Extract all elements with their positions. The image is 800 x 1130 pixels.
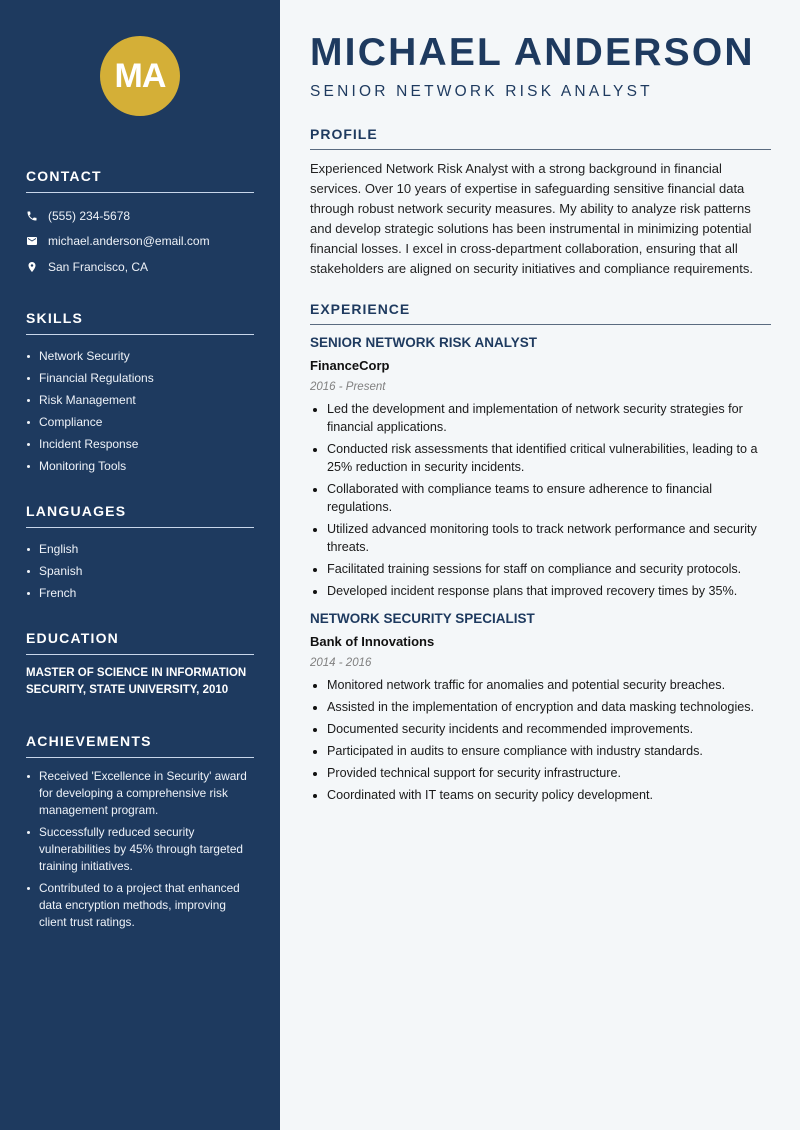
job-bullet: Assisted in the implementation of encryption and data masking technologies. — [310, 698, 771, 716]
location-pin-icon — [26, 261, 48, 273]
contact-heading: CONTACT — [26, 168, 254, 193]
achievements-heading: ACHIEVEMENTS — [26, 733, 254, 758]
skill-item: Compliance — [26, 411, 254, 433]
language-item: English — [26, 538, 254, 560]
education-section — [26, 630, 254, 699]
skill-item: Financial Regulations — [26, 367, 254, 389]
avatar-container — [26, 0, 254, 116]
job-bullet: Provided technical support for security infrastructure. — [310, 764, 771, 782]
languages-heading: LANGUAGES — [26, 503, 254, 528]
job-entry — [310, 334, 771, 600]
language-item: French — [26, 582, 254, 604]
location-value: San Francisco, CA — [48, 259, 149, 274]
job-bullet: Coordinated with IT teams on security policy development. — [310, 786, 771, 804]
job-entry — [310, 610, 771, 804]
language-item: Spanish — [26, 560, 254, 582]
job-bullets — [310, 400, 771, 600]
job-bullet: Documented security incidents and recommended improvements. — [310, 720, 771, 738]
skill-item: Monitoring Tools — [26, 455, 254, 477]
skill-item: Incident Response — [26, 433, 254, 455]
company-name: FinanceCorp — [310, 358, 390, 373]
education-heading: EDUCATION — [26, 630, 254, 655]
profile-section — [310, 126, 771, 279]
candidate-title: SENIOR NETWORK RISK ANALYST — [310, 83, 653, 100]
profile-summary: Experienced Network Risk Analyst with a strong background in financial services. Over 10 years of expertise in safeguarding sensitive financial data through robust network security measures. My ability to analyze risk patterns and develop strategic solutions has been instrumental in minimizing potential financial losses. I excel in cross-department collaboration, ensuring that all stakeholders are aligned on security initiatives and compliance requirements. — [310, 161, 753, 276]
achievement-item: Received 'Excellence in Security' award for developing a comprehensive risk management program. — [26, 768, 254, 819]
skills-heading: SKILLS — [26, 310, 254, 335]
job-dates: 2014 - 2016 — [310, 657, 372, 669]
job-bullet: Monitored network traffic for anomalies and potential security breaches. — [310, 676, 771, 694]
job-bullet: Facilitated training sessions for staff on compliance and security protocols. — [310, 560, 771, 578]
job-title: SENIOR NETWORK RISK ANALYST — [310, 335, 538, 350]
education-degree: MASTER OF SCIENCE IN INFORMATION SECURITY, STATE UNIVERSITY, 2010 — [26, 666, 247, 696]
phone-icon — [26, 210, 48, 222]
skill-item: Network Security — [26, 345, 254, 367]
candidate-name: MICHAEL ANDERSON — [310, 31, 755, 74]
job-bullet: Conducted risk assessments that identified critical vulnerabilities, leading to a 25% reduction in security incidents. — [310, 440, 771, 476]
contact-phone — [26, 203, 254, 229]
phone-value: (555) 234-5678 — [48, 208, 131, 223]
skills-list — [26, 345, 254, 477]
profile-heading: PROFILE — [310, 126, 771, 150]
email-value[interactable]: michael.anderson@email.com — [48, 234, 210, 249]
job-bullet: Utilized advanced monitoring tools to track network performance and security threats. — [310, 520, 771, 556]
job-bullets — [310, 676, 771, 804]
achievement-item: Successfully reduced security vulnerabilities by 45% through targeted training initiatives. — [26, 824, 254, 875]
avatar: MA — [100, 36, 180, 116]
job-bullet: Developed incident response plans that improved recovery times by 35%. — [310, 582, 771, 600]
achievements-list — [26, 768, 254, 931]
contact-location — [26, 254, 254, 280]
experience-section — [310, 301, 771, 804]
job-dates: 2016 - Present — [310, 381, 386, 393]
achievement-item: Contributed to a project that enhanced data encryption methods, improving client trust ratings. — [26, 880, 254, 931]
languages-list — [26, 538, 254, 604]
job-bullet: Led the development and implementation of network security strategies for financial applications. — [310, 400, 771, 436]
contact-email — [26, 229, 254, 255]
main-content — [280, 0, 800, 1130]
job-bullet: Collaborated with compliance teams to ensure adherence to financial regulations. — [310, 480, 771, 516]
job-title: NETWORK SECURITY SPECIALIST — [310, 611, 535, 626]
company-name: Bank of Innovations — [310, 634, 435, 649]
languages-section — [26, 503, 254, 604]
achievements-section — [26, 733, 254, 931]
email-icon — [26, 235, 48, 247]
skill-item: Risk Management — [26, 389, 254, 411]
experience-heading: EXPERIENCE — [310, 301, 771, 325]
skills-section — [26, 310, 254, 477]
sidebar — [0, 0, 280, 1130]
job-bullet: Participated in audits to ensure compliance with industry standards. — [310, 742, 771, 760]
contact-section — [26, 168, 254, 280]
